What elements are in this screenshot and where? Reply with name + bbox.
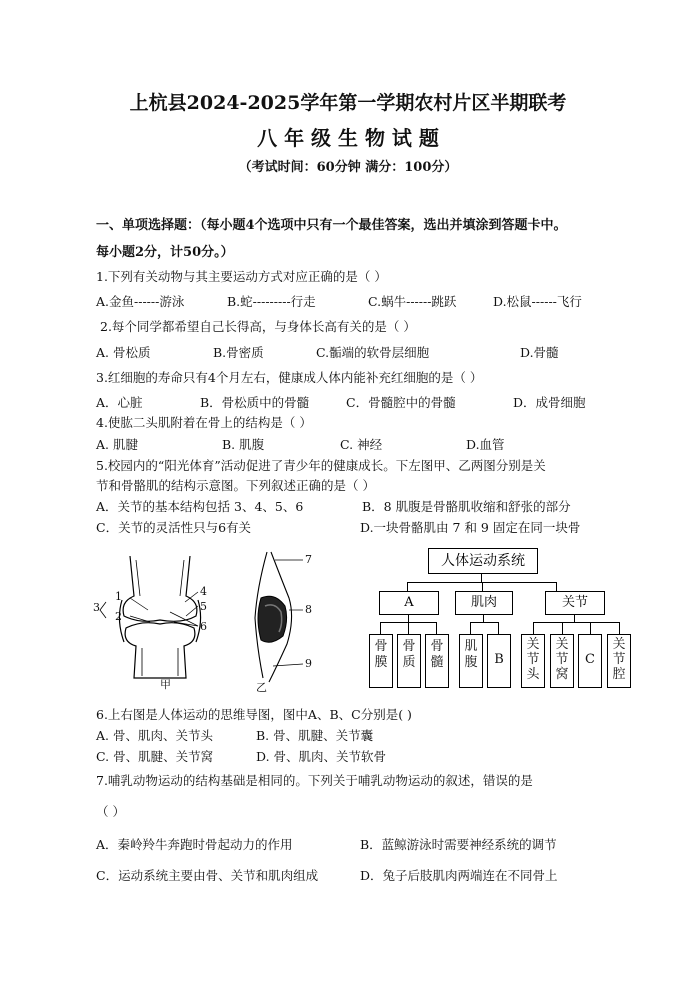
muscle-caption: 乙 — [256, 681, 267, 694]
q5-option-c: C．关节的灵活性只与6有关 — [96, 520, 252, 535]
joint-label-5: 5 — [200, 600, 207, 613]
q3-option-a: A．心脏 — [96, 395, 143, 410]
mindmap-leaf-periosteum: 骨 膜 — [369, 634, 393, 688]
joint-label-1: 1 — [115, 590, 122, 603]
mindmap-branch-muscle: 肌肉 — [455, 591, 513, 615]
question-3-stem: 3.红细胞的寿命只有4个月左右，健康成人体内能补充红细胞的是（ ） — [96, 370, 483, 385]
q1-option-d: D.松鼠------飞行 — [493, 294, 582, 309]
q7-option-b: B．蓝鲸游泳时需要神经系统的调节 — [360, 837, 557, 852]
muscle-label-9: 9 — [305, 657, 312, 670]
q4-option-a: A. 肌腱 — [96, 437, 138, 452]
mindmap-leaf-joint-socket: 关 节 窝 — [550, 634, 574, 688]
mindmap-root: 人体运动系统 — [428, 548, 538, 574]
q6-option-b: B. 骨、肌腱、关节囊 — [256, 728, 374, 743]
q6-option-d: D. 骨、肌肉、关节软骨 — [256, 749, 387, 764]
q6-option-c: C. 骨、肌腱、关节窝 — [96, 749, 214, 764]
exam-title: 上杭县2024-2025学年第一学期农村片区半期联考 — [129, 92, 567, 114]
joint-label-4: 4 — [200, 585, 207, 598]
q2-option-c: C.骺端的软骨层细胞 — [316, 345, 430, 360]
q1-option-c: C.蜗牛------跳跃 — [368, 294, 457, 309]
mindmap-leaf-joint-head: 关 节 头 — [521, 634, 545, 688]
section-heading: 一、单项选择题：（每小题4个选项中只有一个最佳答案，选出并填涂到答题卡中。 — [96, 218, 567, 233]
q5-option-b: B．8 肌腹是骨骼肌收缩和舒张的部分 — [362, 499, 571, 514]
mindmap-leaf-joint-cavity: 关 节 腔 — [607, 634, 631, 688]
question-6-stem: 6.上右图是人体运动的思维导图，图中A、B、C分别是( ) — [96, 707, 412, 722]
muscle-label-7: 7 — [305, 553, 312, 566]
joint-label-6: 6 — [200, 620, 207, 633]
q5-option-a: A．关节的基本结构包括 3、4、5、6 — [96, 499, 304, 514]
question-7-stem: 7.哺乳动物运动的结构基础是相同的。下列关于哺乳动物运动的叙述，错误的是 — [96, 773, 533, 788]
question-7-stem-2: （ ） — [96, 804, 125, 819]
joint-label-2: 2 — [115, 610, 122, 623]
mindmap-leaf-muscle-belly: 肌 腹 — [459, 634, 483, 688]
question-5-stem-2: 节和骨骼肌的结构示意图。下列叙述正确的是（ ） — [96, 478, 375, 493]
q3-option-d: D．成骨细胞 — [513, 395, 586, 410]
q2-option-b: B.骨密质 — [213, 345, 264, 360]
q7-option-a: A．秦岭羚牛奔跑时骨起动力的作用 — [96, 837, 293, 852]
mindmap-leaf-bone-substance: 骨 质 — [397, 634, 421, 688]
q6-option-a: A. 骨、肌肉、关节头 — [96, 728, 213, 743]
question-1-stem: 1.下列有关动物与其主要运动方式对应正确的是（ ） — [96, 269, 387, 284]
exam-info: （考试时间：60分钟 满分：100分） — [238, 160, 458, 175]
joint-label-3: 3 — [93, 601, 100, 614]
q3-option-b: B．骨松质中的骨髓 — [200, 395, 310, 410]
q1-option-a: A.金鱼------游泳 — [96, 294, 185, 309]
q4-option-c: C. 神经 — [340, 437, 383, 452]
q2-option-d: D.骨髓 — [520, 345, 559, 360]
mindmap-branch-joint: 关节 — [545, 591, 605, 615]
mindmap-leaf-marrow: 骨 髓 — [425, 634, 449, 688]
question-5-stem: 5.校园内的“阳光体育”活动促进了青少年的健康成长。下左图甲、乙两图分别是关 — [96, 458, 546, 473]
question-2-stem: 2.每个同学都希望自己长得高，与身体长高有关的是（ ） — [100, 319, 416, 334]
muscle-label-8: 8 — [305, 603, 312, 616]
q7-option-d: D．兔子后肢肌肉两端连在不同骨上 — [360, 868, 558, 883]
q4-option-d: D.血管 — [466, 437, 505, 452]
joint-caption: 甲 — [160, 678, 171, 691]
q4-option-b: B. 肌腹 — [222, 437, 265, 452]
exam-subtitle: 八 年 级 生 物 试 题 — [257, 126, 439, 150]
question-4-stem: 4.使肱二头肌附着在骨上的结构是（ ） — [96, 415, 312, 430]
mindmap-branch-a: A — [379, 591, 439, 615]
q7-option-c: C．运动系统主要由骨、关节和肌肉组成 — [96, 868, 319, 883]
mindmap-leaf-c: C — [578, 634, 602, 688]
section-heading-2: 每小题2分，计50分。） — [96, 245, 234, 260]
q2-option-a: A. 骨松质 — [96, 345, 151, 360]
q1-option-b: B.蛇---------行走 — [227, 294, 316, 309]
mindmap-leaf-b: B — [487, 634, 511, 688]
q5-option-d: D.一块骨骼肌由 7 和 9 固定在同一块骨 — [360, 520, 581, 535]
q3-option-c: C．骨髓腔中的骨髓 — [346, 395, 456, 410]
